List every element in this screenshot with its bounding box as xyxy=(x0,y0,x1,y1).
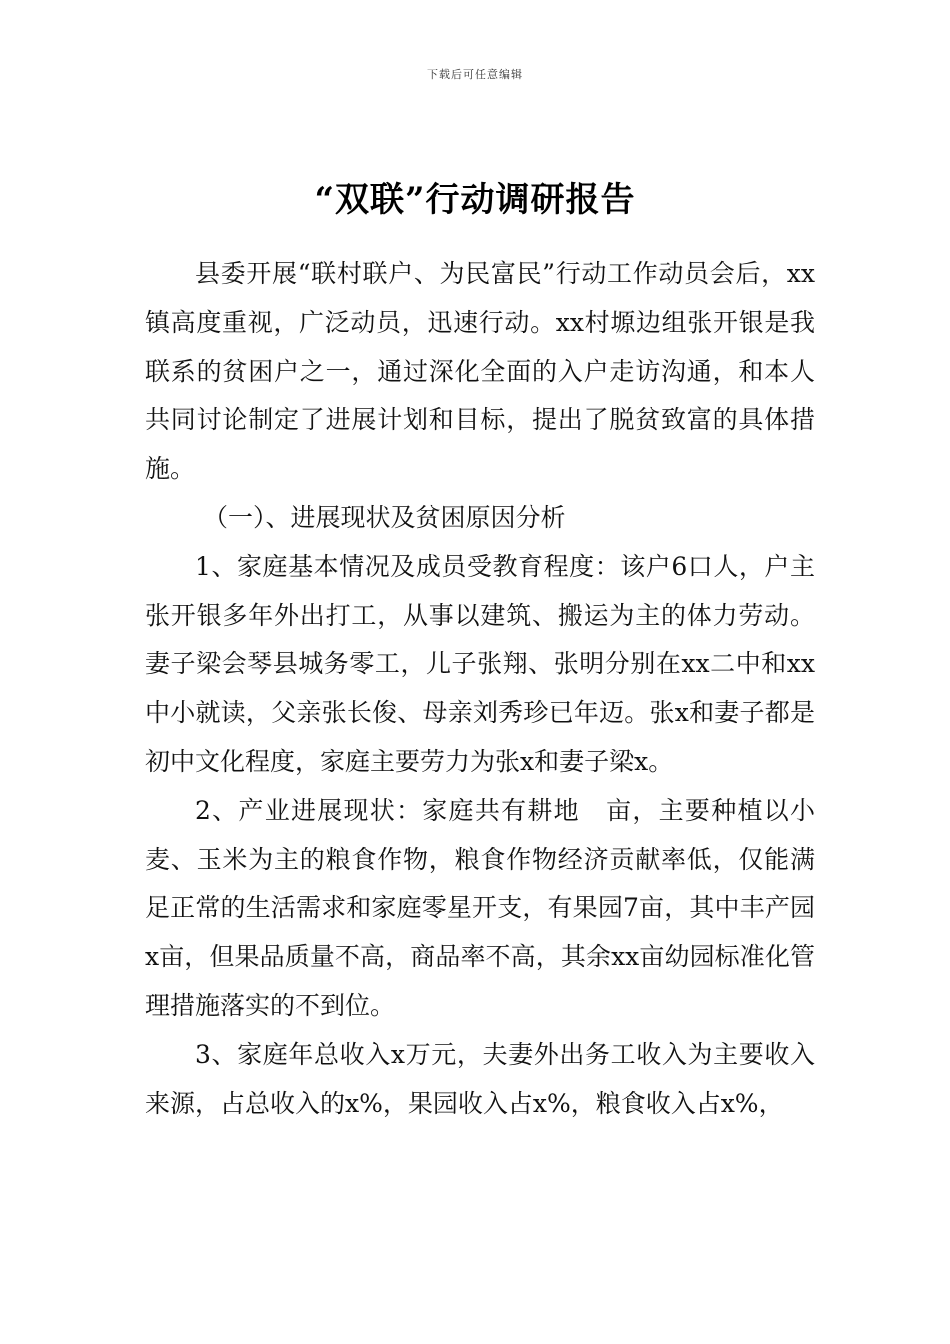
paragraph-income: 3、家庭年总收入x万元，夫妻外出务工收入为主要收入来源，占总收入的x%，果园收入占x%，粮食收入占x%， xyxy=(145,1039,815,1118)
document-title: “双联”行动调研报告 xyxy=(314,180,636,220)
section-heading: （一）、进展现状及贫困原因分析 xyxy=(203,502,566,532)
document-body xyxy=(145,250,815,1128)
paragraph-family-situation: 1、家庭基本情况及成员受教育程度：该户6口人，户主张开银多年外出打工，从事以建筑、搬运为主的体力劳动。妻子梁会琴县城务零工，儿子张翔、张明分别在xx二中和xx中小就读，父亲张长俊、母亲刘秀珍已年迈。张x和妻子都是初中文化程度，家庭主要劳力为张x和妻子梁x。 xyxy=(145,551,815,776)
header-note: 下载后可任意编辑 xyxy=(427,68,523,81)
paragraph-industry-status: 2、产业进展现状：家庭共有耕地 亩，主要种植以小麦、玉米为主的粮食作物，粮食作物经济贡献率低，仅能满足正常的生活需求和家庭零星开支，有果园7亩，其中丰产园x亩，但果品质量不高，商品率不高，其余xx亩幼园标准化管理措施落实的不到位。 xyxy=(145,795,815,1020)
paragraph-intro: 县委开展“联村联户、为民富民”行动工作动员会后，xx镇高度重视，广泛动员，迅速行动。xx村塬边组张开银是我联系的贫困户之一，通过深化全面的入户走访沟通，和本人共同讨论制定了进展计划和目标，提出了脱贫致富的具体措施。 xyxy=(145,259,815,484)
